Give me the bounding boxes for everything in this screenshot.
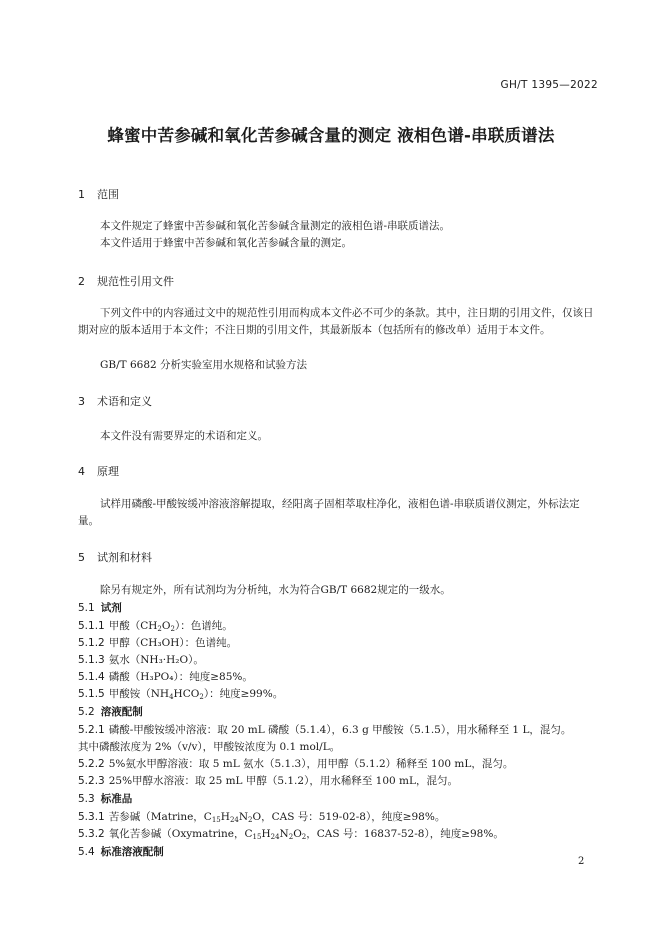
clause-text: 氨水（NH₃·H₂O）。 [108,654,204,666]
document-title: 蜂蜜中苦参碱和氧化苦参碱含量的测定 液相色谱-串联质谱法 [107,126,555,145]
paragraph: 本文件适用于蜂蜜中苦参碱和氧化苦参碱含量的测定。 [100,237,352,249]
clause-number: 5.1.4 [78,671,105,683]
section-number: 2 [78,275,85,288]
clause-text: 磷酸（H₃PO₄）：纯度≥85%。 [108,671,253,683]
paragraph: 除另有规定外，所有试剂均为分析纯，水为符合GB/T 6682规定的一级水。 [100,584,451,596]
clause-text: ，CAS 号：16837-52-8），纯度≥98%。 [306,828,504,840]
clause-number: 5.1.3 [78,654,105,666]
clause-5-3-1 [78,809,445,824]
clause-text: 氧化苦参碱（Oxymatrine，C [108,828,253,840]
clause-number: 5.2.2 [78,758,105,770]
clause-number: 5.1.2 [78,637,105,649]
paragraph: 试样用磷酸-甲酸铵缓冲溶液溶解提取，经阳离子固相萃取柱净化，液相色谱-串联质谱仪测定，外标法定量。 [78,498,580,527]
clause-number: 5.3.2 [78,828,105,840]
section-title: 试剂和材料 [97,551,152,564]
paragraph: 本文件没有需要界定的术语和定义。 [100,430,268,442]
clause-text: HCO [173,688,200,700]
section-1-heading [78,186,119,202]
subscript: 24 [229,816,239,824]
subsection-title: 试剂 [100,602,122,614]
subsection-5-4-heading [78,844,164,859]
subsection-5-1-heading [78,600,122,615]
subscript: 2 [157,625,162,633]
page-number: 2 [578,856,585,867]
subsection-number: 5.2 [78,706,95,718]
clause-text: H [261,828,271,840]
clause-text: 甲酸铵（NH [108,688,170,700]
clause-text: N [238,811,249,823]
clause-number: 5.1.5 [78,688,105,700]
clause-number: 5.1.1 [78,620,105,632]
clause-5-1-1 [78,618,233,633]
section-number: 1 [78,188,85,201]
section-5-heading [78,549,152,565]
clause-text: 5%氨水甲醇溶液：取 5 mL 氨水（5.1.3），用甲醇（5.1.2）稀释至 100 mL，混匀。 [108,758,514,770]
subscript: 2 [199,693,204,701]
subscript: 2 [301,833,307,841]
clause-5-1-3 [78,652,204,667]
clause-text: O [293,828,302,840]
subscript: 2 [170,625,175,633]
clause-5-3-2 [78,826,504,841]
subsection-5-2-heading [78,704,143,719]
subscript: 4 [169,693,174,701]
section-number: 4 [78,465,85,478]
clause-number: 5.2.3 [78,775,105,787]
subscript: 2 [248,816,253,824]
subsection-title: 标准溶液配制 [100,846,164,858]
clause-5-2-3 [78,773,458,788]
section-title: 范围 [97,188,119,201]
section-number: 5 [78,551,85,564]
clause-text: 甲醇（CH₃OH）：色谱纯。 [108,637,238,649]
subscript: 15 [211,816,221,824]
subscript: 24 [270,833,280,841]
standard-number: GH/T 1395—2022 [500,79,598,91]
clause-5-2-2 [78,756,513,771]
section-number: 3 [78,395,85,408]
subsection-title: 溶液配制 [100,706,143,718]
clause-text: O，CAS 号：519-02-8），纯度≥98%。 [252,811,446,823]
section-title: 术语和定义 [97,395,152,408]
paragraph: 本文件规定了蜂蜜中苦参碱和氧化苦参碱含量测定的液相色谱-串联质谱法。 [100,220,451,232]
subscript: 15 [252,833,262,841]
clause-text: H [220,811,230,823]
clause-text: 磷酸-甲酸铵缓冲溶液：取 20 mL 磷酸（5.1.4），6.3 g 甲酸铵（5.1.5），用水稀释至 1 L，混匀。 [108,724,572,736]
subsection-number: 5.4 [78,846,95,858]
subsection-number: 5.3 [78,793,95,805]
clause-text: 甲酸（CH [108,620,158,632]
subsection-title: 标准品 [100,793,133,805]
clause-5-1-2 [78,635,237,650]
clause-text: N [279,828,289,840]
normative-reference: GB/T 6682 分析实验室用水规格和试验方法 [100,359,308,371]
clause-5-1-4 [78,669,253,684]
clause-5-1-5 [78,686,283,701]
clause-text: 苦参碱（Matrine，C [108,811,212,823]
clause-number: 5.2.1 [78,724,105,736]
clause-text: 25%甲醇水溶液：取 25 mL 甲醇（5.1.2），用水稀释至 100 mL，混匀。 [108,775,458,787]
subsection-number: 5.1 [78,602,95,614]
clause-text: O [161,620,171,632]
clause-text: ）：色谱纯。 [174,620,233,632]
section-title: 规范性引用文件 [97,275,174,288]
section-4-heading [78,463,119,479]
paragraph: 下列文件中的内容通过文中的规范性引用而构成本文件必不可少的条款。其中，注日期的引用文件，仅该日期对应的版本适用于本文件；不注日期的引用文件，其最新版本（包括所有的修改单）适用于本文件。 [78,307,594,336]
section-3-heading [78,393,152,409]
subscript: 2 [288,833,294,841]
section-2-heading [78,273,174,289]
subsection-5-3-heading [78,791,132,806]
clause-continuation: 其中磷酸浓度为 2%（v/v），甲酸铵浓度为 0.1 mol/L。 [78,741,341,753]
clause-number: 5.3.1 [78,811,105,823]
clause-5-2-1 [78,722,571,737]
clause-text: ）：纯度≥99%。 [203,688,284,700]
section-title: 原理 [97,465,119,478]
